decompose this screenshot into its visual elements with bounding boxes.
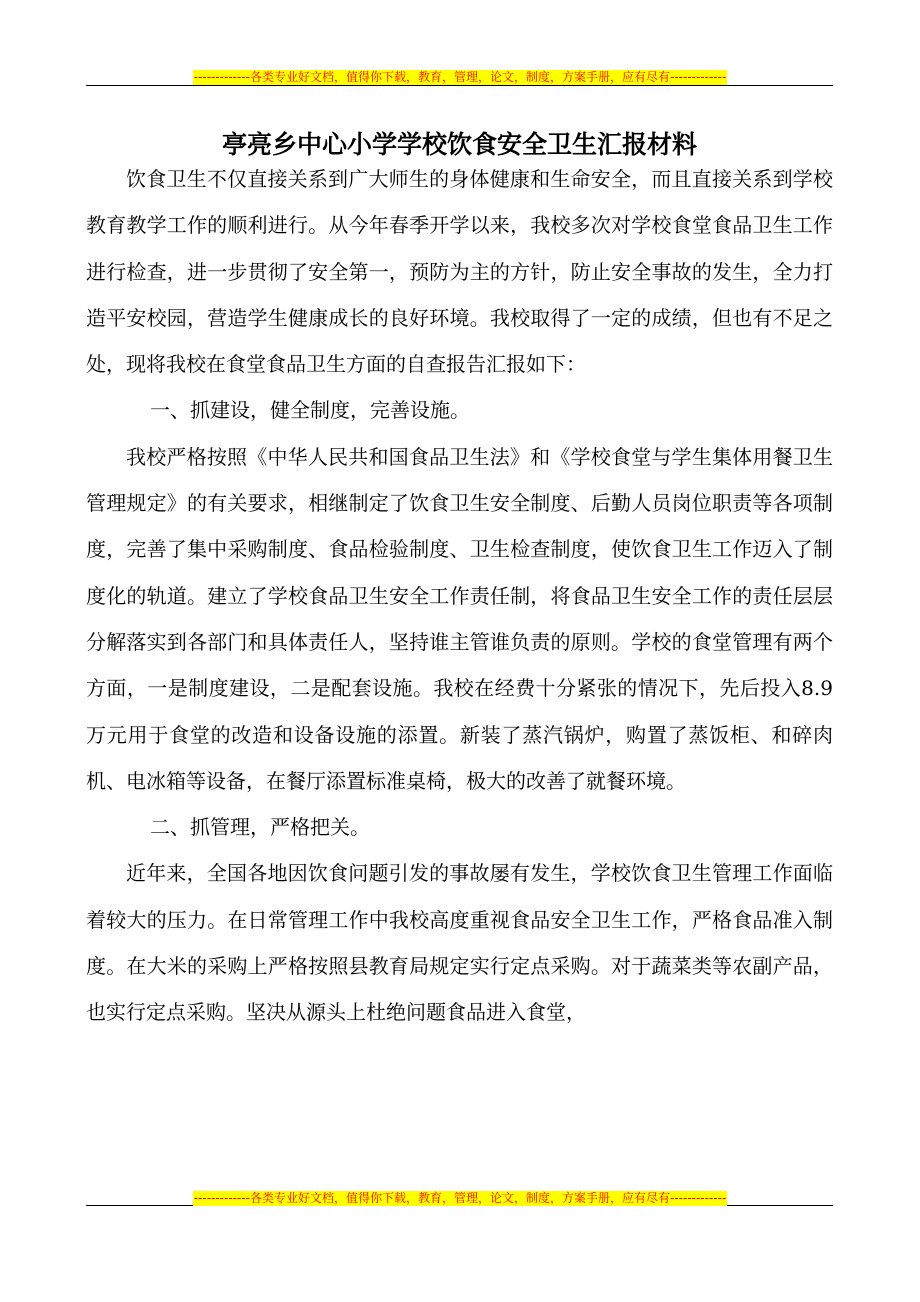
document-body <box>86 156 833 1036</box>
paragraph-intro: 饮食卫生不仅直接关系到广大师生的身体健康和生命安全，而且直接关系到学校教育教学工作的顺利进行。从今年春季开学以来，我校多次对学校食堂食品卫生工作进行检查，进一步贯彻了安全第一，预防为主的方针，防止安全事故的发生，全力打造平安校园，营造学生健康成长的良好环境。我校取得了一定的成绩，但也有不足之处，现将我校在食堂食品卫生方面的自查报告汇报如下： <box>86 167 833 377</box>
header-banner <box>0 66 920 85</box>
header-rule <box>86 85 833 86</box>
footer-banner-text: -------------各类专业好文档，值得你下载，教育，管理，论文，制度，方案手册，应有尽有------------- <box>193 1191 727 1205</box>
footer-banner <box>0 1187 920 1206</box>
header-banner-text: -------------各类专业好文档，值得你下载，教育，管理，论文，制度，方案手册，应有尽有------------- <box>193 70 727 84</box>
document-title: 亭亮乡中心小学学校饮食安全卫生汇报材料 <box>221 129 697 159</box>
paragraph-section-1: 我校严格按照《中华人民共和国食品卫生法》和《学校食堂与学生集体用餐卫生管理规定》的有关要求，相继制定了饮食卫生安全制度、后勤人员岗位职责等各项制度，完善了集中采购制度、食品检验制度、卫生检查制度，使饮食卫生工作迈入了制度化的轨道。建立了学校食品卫生安全工作责任制，将食品卫生安全工作的责任层层分解落实到各部门和具体责任人，坚持谁主管谁负责的原则。学校的食堂管理有两个方面，一是制度建设，二是配套设施。我校在经费十分紧张的情况下，先后投入8.9万元用于食堂的改造和设备设施的添置。新装了蒸汽锅炉，购置了蒸饭柜、和碎肉机、电冰箱等设备，在餐厅添置标准桌椅，极大的改善了就餐环境。 <box>86 444 833 793</box>
section-heading-1: 一、抓建设，健全制度，完善设施。 <box>150 398 470 423</box>
paragraph-section-2: 近年来，全国各地因饮食问题引发的事故屡有发生，学校饮食卫生管理工作面临着较大的压力。在日常管理工作中我校高度重视食品安全卫生工作，严格食品准入制度。在大米的采购上严格按照县教育局规定实行定点采购。对于蔬菜类等农副产品，也实行定点采购。坚决从源头上杜绝问题食品进入食堂， <box>86 861 833 1025</box>
section-heading-2: 二、抓管理，严格把关。 <box>150 815 370 840</box>
